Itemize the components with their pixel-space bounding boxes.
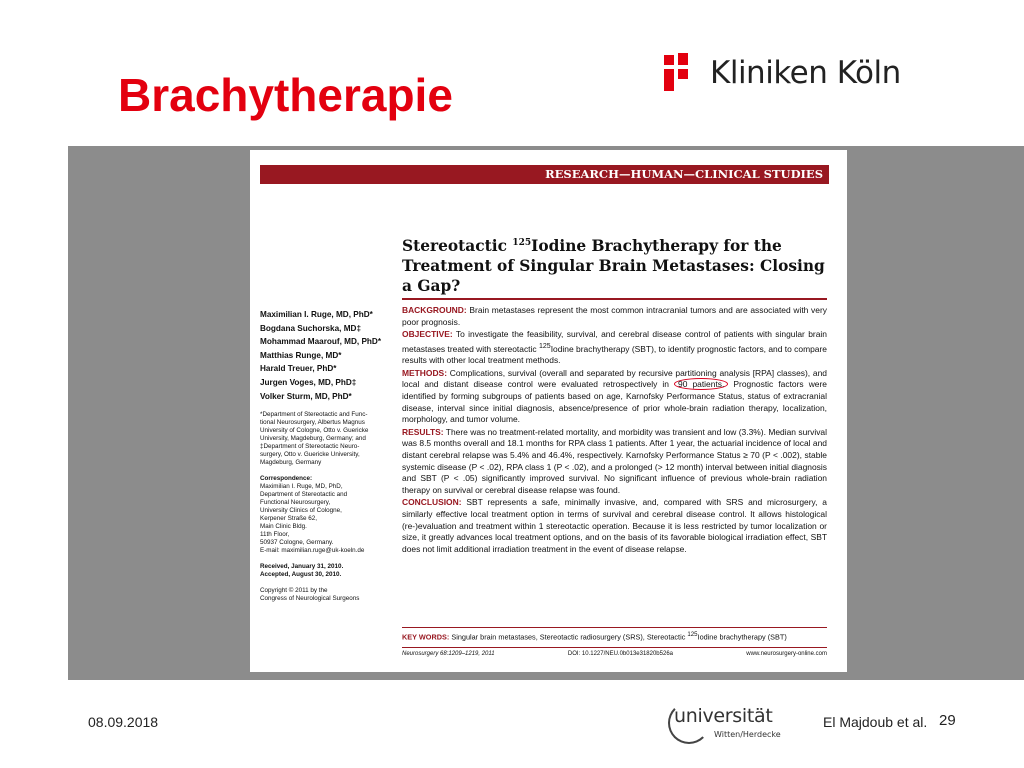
slide-date: 08.09.2018 (88, 714, 159, 730)
received-accepted-dates: Received, January 31, 2010. Accepted, August 30, 2010. (260, 563, 344, 579)
author-sidebar (260, 308, 400, 603)
author-name: Bogdana Suchorska, MD‡ (260, 323, 362, 333)
paper-footer (402, 647, 827, 657)
correspondence: Correspondence: Maximilian I. Ruge, MD, PhD, Department of Stereotactic and Functional Neurosurgery, University Clinics of Cologne, Kerpener Straße 62, Main Clinic Bldg. 11th Floor, 50937 Cologne, Germany. E-mail: maximilian.ruge@uk-koeln.de (260, 475, 365, 555)
doi: DOI: 10.1227/NEU.0b013e31820b526a (567, 651, 673, 657)
author-name: Mohammad Maarouf, MD, PhD* (260, 337, 382, 347)
university-subname: Witten/Herdecke (714, 730, 781, 739)
abstract-results: RESULTS: There was no treatment-related mortality, and morbidity was transient and low (3.3%). Median survival was 8.5 months overall and 18.1 months for RPA class 1 patients. After 1 year, the actuarial incidence of local and distant cerebral relapse was 5.4% and 46.4%, respectively. Karnofsky Performance Status ≥ 70 (P < .002), stable systemic disease (P < .02), RPA class 1 (P < .02), and a prolonged (> 12 month) interval between initial diagnosis and SBT (P < .05) significantly improved survival. No significant influence of previous whole-brain radiation therapy on survival or cerebral disease relapse was found. (402, 426, 827, 495)
section-banner: RESEARCH—HUMAN—CLINICAL STUDIES (260, 165, 829, 184)
affiliations: *Department of Stereotactic and Func- tional Neurosurgery, Albertus Magnus University of Cologne, Otto v. Guericke University, Magdeburg, Germany; and ‡Department of Stereotactic Neuro- surgery, Otto v. Guericke University, Magdeburg, Germany (260, 411, 369, 467)
cross-logo-icon (664, 53, 700, 93)
abstract-conclusion: CONCLUSION: SBT represents a safe, minimally invasive, and, compared with SRS and microsurgery, a similarly effective local treatment option in terms of survival and cerebral disease control. It allows histological (re-)evaluation and treatment within 1 stereotactic operation. Because it is less restricted by tumor localization or size, it greatly advances local treatment options, and on the basis of its favorable biological irradiation effect, SBT does not limit additional irradiation treatment in the event of disease relapse. (402, 497, 827, 554)
slide-title: Brachytherapie (118, 69, 453, 121)
author-name: Matthias Runge, MD* (260, 350, 342, 360)
author-name: Jurgen Voges, MD, PhD‡ (260, 377, 357, 387)
article-title: Stereotactic $^{125}$Iodine Brachytherapy for the Treatment of Singular Brain Metastases: Closing a Gap? (402, 237, 825, 296)
copyright: Copyright © 2011 by the Congress of Neurological Surgeons (260, 587, 360, 603)
page-number: 29 (939, 712, 956, 729)
abstract-methods: METHODS: Complications, survival (overall and separated by recursive partitioning analysis [RPA] classes), and local and distant disease control were evaluated retrospectively in 90 patients. Prognostic factors were identified by forming subgroups of patients based on age, Karnofsky Performance Status, status of extracranial disease, interval since initial diagnosis, absence/presence of prior whole-brain radiation therapy, localization, morphology, and tumor volume. (402, 367, 827, 425)
abstract-background: BACKGROUND: Brain metastases represent the most common intracranial tumors and are associated with very poor prognosis. (402, 305, 827, 327)
journal-site: www.neurosurgery-online.com (746, 651, 827, 657)
author-list (260, 308, 400, 403)
kliniken-koeln-logo (664, 50, 901, 96)
author-name: Harald Treuer, PhD* (260, 364, 337, 374)
circled-annotation: 90 patients. (674, 378, 728, 390)
journal-citation: Neurosurgery 68:1209–1219, 2011 (402, 651, 495, 657)
slide-author: El Majdoub et al. (823, 714, 928, 730)
paper-image (250, 150, 847, 672)
university-name: universität (674, 705, 773, 727)
key-words: KEY WORDS: Singular brain metastases, Stereotactic radiosurgery (SRS), Stereotactic $^{125}$Iodine brachytherapy (SBT) (402, 627, 827, 641)
abstract (402, 298, 827, 555)
author-name: Maximilian I. Ruge, MD, PhD* (260, 310, 373, 319)
author-name: Volker Sturm, MD, PhD* (260, 391, 352, 401)
university-logo (668, 702, 798, 746)
brand-name: Kliniken Köln (710, 55, 901, 91)
abstract-objective: OBJECTIVE: To investigate the feasibility, survival, and cerebral disease control of patients with singular brain metastases treated with stereotactic $^{125}$Iodine brachytherapy (SBT), to identify prognostic factors, and to compare results with other local treatment methods. (402, 329, 828, 366)
